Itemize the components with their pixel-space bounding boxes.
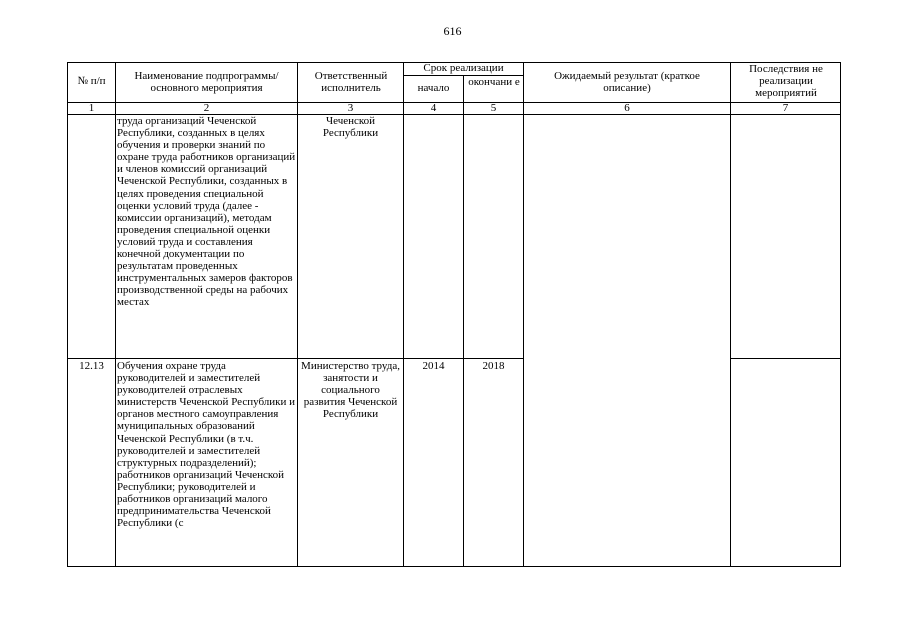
column-number-6: 6 xyxy=(624,102,630,114)
column-number-4: 4 xyxy=(430,102,437,114)
header-result: Ожидаемый результат (краткое описание) xyxy=(554,70,700,95)
row-2-end: 2018 xyxy=(482,360,505,372)
row-2-name: Обучения охране труда руководителей и заместителей руководителей отраслевых министерств Чеченской Республики и органов местного самоуправления муниципальных образований Чеченской Республики (в т.ч. руководителей и заместителей структурных подразделений); работников организаций Чеченской Республики; руководителей и работников организаций малого предпринимательства Чеченской Республики (с xyxy=(117,360,296,530)
header-executor: Ответственный исполнитель xyxy=(314,70,388,95)
column-number-2: 2 xyxy=(203,102,210,114)
header-consequences: Последствия не реализации мероприятий xyxy=(749,63,823,100)
header-end: окончани е xyxy=(468,76,520,88)
row-1-executor: Чеченской Республики xyxy=(322,115,379,140)
column-number-5: 5 xyxy=(490,102,497,114)
header-start: начало xyxy=(417,82,450,94)
row-1-name: труда организаций Чеченской Республики, созданных в целях обучения и проверки знаний по охране труда работников организаций и членов комиссий организаций Чеченской Республики, созданных в целях проведения специальной оценки условий труда (далее - комиссии организаций), методам проведения специальной оценки условий труда и составления конечной документации по результатам проведенных инструментальных замеров факторов производственной среды на рабочих местах xyxy=(117,115,296,309)
column-number-7: 7 xyxy=(782,102,789,114)
row-2-executor: Министерство труда, занятости и социального развития Чеченской Республики xyxy=(301,360,400,421)
column-number-3: 3 xyxy=(347,102,354,114)
column-number-1: 1 xyxy=(88,102,95,114)
page-number: 616 xyxy=(443,24,462,38)
row-2-number: 12.13 xyxy=(79,360,104,372)
header-number: № п/п xyxy=(77,75,106,87)
header-name: Наименование подпрограммы/ основного мероприятия xyxy=(134,70,279,95)
header-period: Срок реализации xyxy=(423,62,504,74)
row-2-start: 2014 xyxy=(422,360,445,372)
